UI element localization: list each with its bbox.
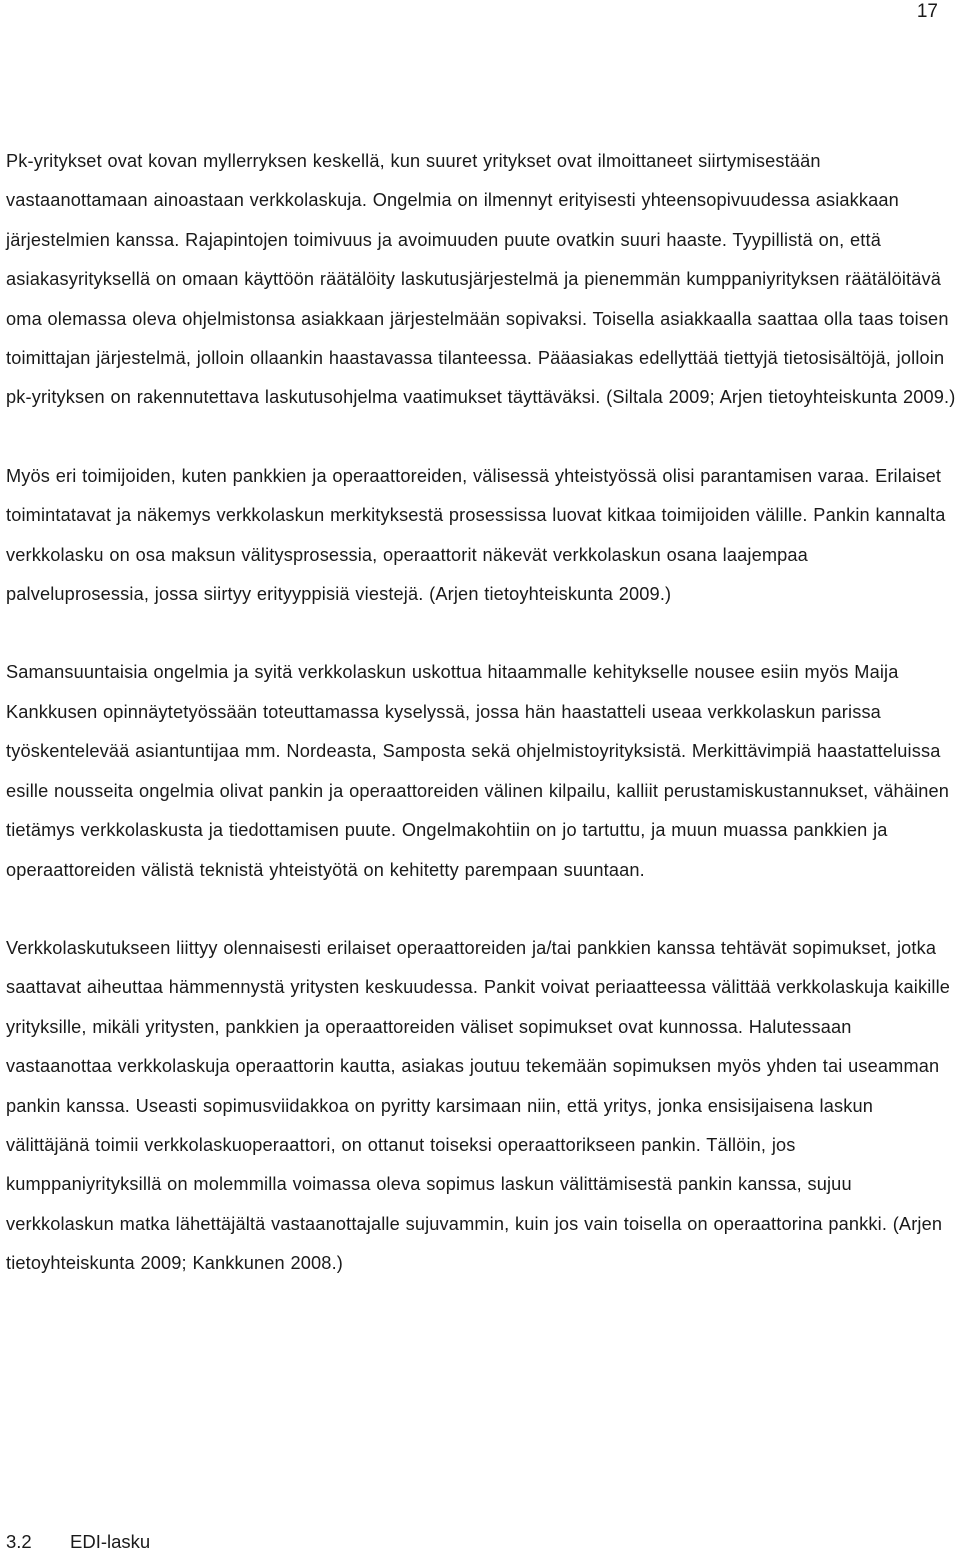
section-heading — [6, 1531, 150, 1553]
section-title: EDI-lasku — [70, 1531, 151, 1552]
body-text — [6, 142, 956, 1284]
page-number: 17 — [916, 1, 938, 22]
paragraph-3: Samansuuntaisia ongelmia ja syitä verkkolaskun uskottua hitaammalle kehitykselle nousee esiin myös Maija Kankkusen opinnäytetyössään toteuttamassa kyselyssä, jossa hän haastatteli useaa verkkolaskun parissa työskentelevää asiantuntijaa mm. Nordeasta, Samposta sekä ohjelmistoyrityksistä. Merkittävimpiä haastatteluissa esille nousseita ongelmia olivat pankin ja operaattoreiden välinen kilpailu, kalliit perustamiskustannukset, vähäinen tietämys verkkolaskusta ja tiedottamisen puute. Ongelmakohtiin on jo tartuttu, ja muun muassa pankkien ja operaattoreiden välistä teknistä yhteistyötä on kehitetty parempaan suuntaan. — [6, 662, 950, 880]
section-number: 3.2 — [6, 1531, 32, 1552]
paragraph-4: Verkkolaskutukseen liittyy olennaisesti erilaiset operaattoreiden ja/tai pankkien kanssa tehtävät sopimukset, jotka saattavat aiheuttaa hämmennystä yritysten keskuudessa. Pankit voivat periaatteessa välittää verkkolaskuja kaikille yrityksille, mikäli yritysten, pankkien ja operaattoreiden väliset sopimukset ovat kunnossa. Halutessaan vastaanottaa verkkolaskuja operaattorin kautta, asiakas joutuu tekemään sopimuksen myös yhden tai useamman pankin kanssa. Useasti sopimusviidakkoa on pyritty karsimaan niin, että yritys, jonka ensisijaisena laskun välittäjänä toimii verkkolaskuoperaattori, on ottanut toiseksi operaattorikseen pankin. Tällöin, jos kumppaniyrityksillä on molemmilla voimassa oleva sopimus laskun välittämisestä pankin kanssa, sujuu verkkolaskun matka lähettäjältä vastaanottajalle sujuvammin, kuin jos vain toisella on operaattorina pankki. (Arjen tietoyhteiskunta 2009; Kankkunen 2008.) — [6, 937, 951, 1274]
paragraph-1: Pk-yritykset ovat kovan myllerryksen keskellä, kun suuret yritykset ovat ilmoittaneet siirtymisestään vastaanottamaan ainoastaan verkkolaskuja. Ongelmia on ilmennyt erityisesti yhteensopivuudessa asiakkaan järjestelmien kanssa. Rajapintojen toimivuus ja avoimuuden puute ovatkin suuri haaste. Tyypillistä on, että asiakasyrityksellä on omaan käyttöön räätälöity laskutusjärjestelmä ja pienemmän kumppaniyrityksen räätälöitävä oma olemassa oleva ohjelmistonsa asiakkaan järjestelmään sopivaksi. Toisella asiakkaalla saattaa olla taas toisen toimittajan järjestelmä, jolloin ollaankin haastavassa tilanteessa. Pääasiakas edellyttää tiettyjä tietosisältöjä, jolloin pk-yrityksen on rakennutettava laskutusohjelma vaatimukset täyttäväksi. (Siltala 2009; Arjen tietoyhteiskunta 2009.) — [6, 151, 956, 408]
paragraph-2: Myös eri toimijoiden, kuten pankkien ja operaattoreiden, välisessä yhteistyössä olisi parantamisen varaa. Erilaiset toimintatavat ja näkemys verkkolaskun merkityksestä prosessissa luovat kitkaa toimijoiden välille. Pankin kannalta verkkolasku on osa maksun välitysprosessia, operaattorit näkevät verkkolaskun osana laajempaa palveluprosessia, jossa siirtyy erityyppisiä viestejä. (Arjen tietoyhteiskunta 2009.) — [6, 465, 946, 605]
